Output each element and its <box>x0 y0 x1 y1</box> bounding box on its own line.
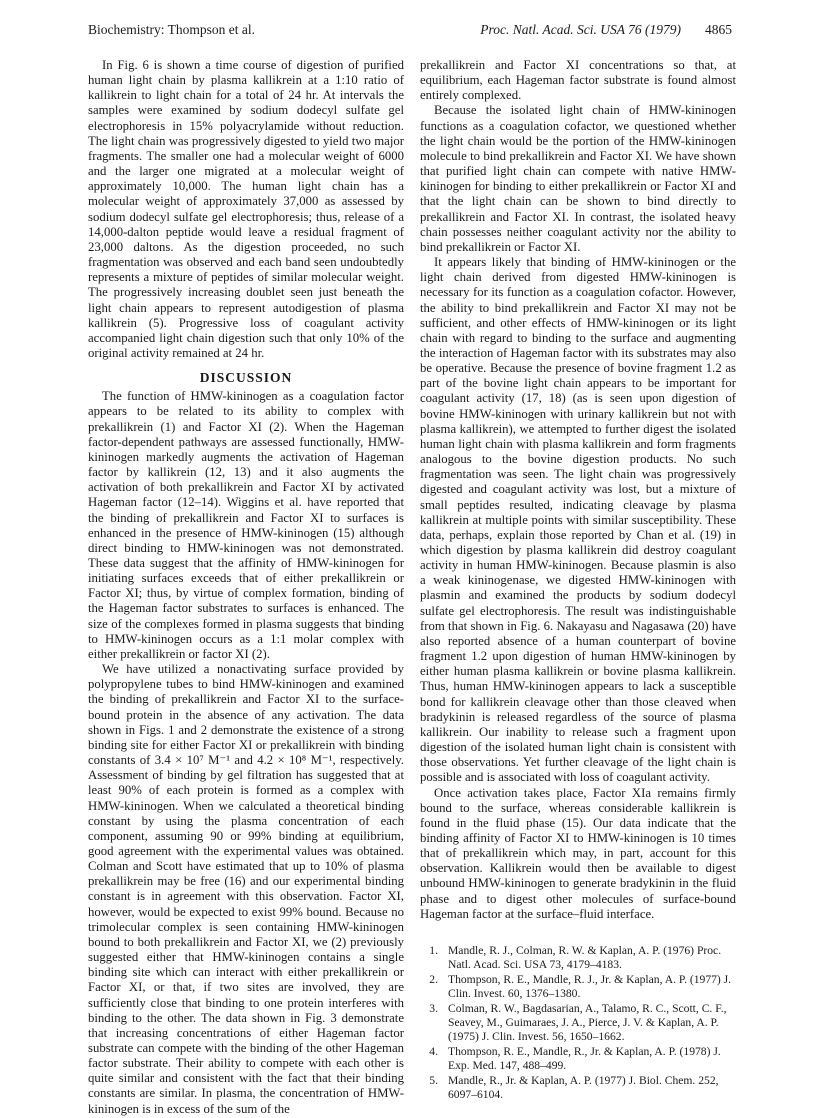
reference-text: Colman, R. W., Bagdasarian, A., Talamo, R. C., Scott, C. F., Seavey, M., Guimaraes, J. A., Pierce, J. V. & Kaplan, A. P. (1975) J. Clin. Invest. 56, 1650–1662. <box>448 1001 727 1043</box>
reference-number: 3. <box>429 1001 438 1015</box>
reference-item <box>420 1002 736 1044</box>
discussion-paragraph-3: Because the isolated light chain of HMW-kininogen functions as a coagulation cofactor, we questioned whether the light chain would be the portion of the HMW-kininogen molecule to bind prekallikrein and Factor XI. We have shown that purified light chain can compete with native HMW-kininogen for binding to either prekallikrein or Factor XI and that the light chain can be shown to bind directly to prekallikrein and Factor XI. In contrast, the isolated heavy chain possesses neither coagulant activity nor the ability to bind prekallikrein or Factor XI. <box>420 103 736 254</box>
left-column <box>88 58 404 1117</box>
running-head-right <box>480 22 732 38</box>
page-header <box>88 22 732 42</box>
reference-number: 4. <box>429 1044 438 1058</box>
reference-item <box>420 973 736 1001</box>
right-column <box>420 58 736 1103</box>
section-heading-discussion: DISCUSSION <box>199 370 293 386</box>
discussion-paragraph-2: We have utilized a nonactivating surface provided by polypropylene tubes to bind HMW-kininogen and examined the binding of prekallikrein and Factor XI to the surface-bound protein in the absence of any activation. The data shown in Figs. 1 and 2 demonstrate the existence of a strong binding site for either Factor XI or prekallikrein with binding constants of 3.4 × 10⁷ M⁻¹ and 4.2 × 10⁸ M⁻¹, respectively. Assessment of binding by gel filtration has suggested that at least 90% of each protein is formed as a complex with HMW-kininogen. When we calculated a theoretical binding constant by using the plasma concentration of each component, assuming 90 or 99% binding at equilibrium, good agreement with the experimental values was obtained. Colman and Scott have estimated that up to 10% of plasma prekallikrein may be free (16) and our experimental binding constant is in agreement with this observation. Factor XI, however, would be expected to exist 99% bound. Because no trimolecular complex is seen containing HMW-kininogen bound to both prekallikrein and Factor XI, we (2) previously suggested either that HMW-kininogen contains a single binding site which can interact with either prekallikrein or Factor XI, or that, if two sites are involved, they are sufficiently close that binding to one protein interferes with binding to the other. The data shown in Fig. 3 demonstrate that increasing concentrations of either Hageman factor substrate can compete with the binding of the other Hageman factor substrate. Their ability to compete with each other is quite similar and consistent with the fact that their binding constants are similar. In plasma, the concentration of HMW-kininogen is in excess of the sum of the <box>88 662 404 1116</box>
reference-item <box>420 1074 736 1102</box>
discussion-paragraph-5: Once activation takes place, Factor XIa remains firmly bound to the surface, whereas considerable kallikrein is found in the fluid phase (15). Our data indicate that the binding affinity of Factor XI to HMW-kininogen is 10 times that of prekallikrein which may, in part, account for this observation. Kallikrein would then be available to digest unbound HMW-kininogen to generate bradykinin in the fluid phase and to digest other molecules of surface-bound Hageman factor at the surface–fluid interface. <box>420 785 736 921</box>
reference-text: Mandle, R., Jr. & Kaplan, A. P. (1977) J. Biol. Chem. 252, 6097–6104. <box>448 1073 719 1101</box>
discussion-paragraph-4: It appears likely that binding of HMW-kininogen or the light chain derived from digested HMW-kininogen is necessary for its function as a coagulation cofactor. However, the ability to bind prekallikrein and Factor XI may not be sufficient, and other effects of HMW-kininogen or its light chain with regard to binding to the surface and augmenting the interaction of Hageman factor with its substrates may also be operative. Because the presence of bovine fragment 1.2 as part of the bovine light chain appears to be important for coagulant activity (17, 18) (as is seen upon digestion of bovine HMW-kininogen with urinary kallikrein but not with plasma kallikrein), we attempted to further digest the isolated human light chain with plasma kallikrein and form fragments analogous to the bovine digestion products. No such fragmentation was seen. The light chain was progressively digested and coagulant activity was lost, but a mixture of small peptides resulted, indicating cleavage by plasma kallikrein at multiple points with similar susceptibility. These data, perhaps, explain those reported by Chan et al. (19) in which digestion by plasma kallikrein did destroy coagulant activity in human HMW-kininogen. Because plasmin is also a weak kininogenase, we digested HMW-kininogen with plasmin and examined the products by sodium dodecyl sulfate gel electrophoresis. The result was indistinguishable from that shown in Fig. 6. Nakayasu and Nagasawa (20) have also reported absence of a human counterpart of bovine fragment 1.2 upon digestion of human HMW-kininogen by either human plasma kallikrein or bovine plasma kallikrein. Thus, human HMW-kininogen appears to lack a susceptible bond for kallikrein cleavage other than those cleaved when bradykinin is released regardless of the source of plasma kallikrein. Our inability to release such a fragment upon digestion of the isolated human light chain is consistent with those observations. Yet further cleavage of the light chain is possible and is associated with loss of coagulant activity. <box>420 255 736 785</box>
reference-number: 1. <box>429 943 438 957</box>
discussion-paragraph-1: The function of HMW-kininogen as a coagulation factor appears to be related to its ability to complex with prekallikrein (1) and Factor XI (2). When the Hageman factor-dependent pathways are assessed functionally, HMW-kininogen markedly augments the activation of Hageman factor by kallikrein (12, 13) and it also augments the activation of both prekallikrein and Factor XI by activated Hageman factor (12–14). Wiggins et al. have reported that the binding of prekallikrein and Factor XI to surfaces is enhanced in the presence of HMW-kininogen (15) although direct binding to HMW-kininogen was not demonstrated. These data suggest that the affinity of HMW-kininogen for initiating surfaces exceeds that of either prekallikrein or Factor XI; thus, by virtue of complex formation, binding of the Hageman factor substrates to surfaces is enhanced. The size of the complexes formed in plasma suggests that binding to HMW-kininogen occurs as a 1:1 molar complex with either prekallikrein or factor XI (2). <box>88 389 404 661</box>
reference-item <box>420 944 736 972</box>
discussion-paragraph-continued: prekallikrein and Factor XI concentrations so that, at equilibrium, each Hageman factor substrate is found almost entirely complexed. <box>420 58 736 103</box>
page-number: 4865 <box>705 22 732 37</box>
reference-text: Thompson, R. E., Mandle, R., Jr. & Kaplan, A. P. (1978) J. Exp. Med. 147, 488–499. <box>448 1044 721 1072</box>
journal-citation: Proc. Natl. Acad. Sci. USA 76 (1979) <box>480 22 681 37</box>
reference-number: 5. <box>429 1073 438 1087</box>
results-paragraph: In Fig. 6 is shown a time course of digestion of purified human light chain by plasma kallikrein at a 1:10 ratio of kallikrein to light chain for a total of 24 hr. At intervals the samples were examined by sodium dodecyl sulfate gel electrophoresis in 15% polyacrylamide without reduction. The light chain was progressively digested to yield two major fragments. The smaller one had a molecular weight of 6000 and the larger one migrated at a molecular weight of approximately 10,000. The human light chain has a molecular weight of approximately 37,000 as assessed by sodium dodecyl sulfate gel electrophoresis; thus, release of a 14,000-dalton peptide would leave a residual fragment of 23,000 daltons. As the digestion proceeded, no such fragmentation was observed and each band seen undoubtedly represents a mixture of peptides of similar molecular weight. The progressively increasing doublet seen just beneath the light chain appears to represent autodigestion of plasma kallikrein (5). Progressive loss of coagulant activity accompanied light chain digestion such that only 10% of the original activity remained at 24 hr. <box>88 58 404 360</box>
reference-text: Thompson, R. E., Mandle, R. J., Jr. & Kaplan, A. P. (1977) J. Clin. Invest. 60, 1376–1380. <box>448 972 732 1000</box>
reference-list <box>420 944 736 1102</box>
running-head-authors: Biochemistry: Thompson et al. <box>88 22 255 37</box>
reference-text: Mandle, R. J., Colman, R. W. & Kaplan, A. P. (1976) Proc. Natl. Acad. Sci. USA 73, 4179–4183. <box>448 943 722 971</box>
reference-item <box>420 1045 736 1073</box>
reference-number: 2. <box>429 972 438 986</box>
